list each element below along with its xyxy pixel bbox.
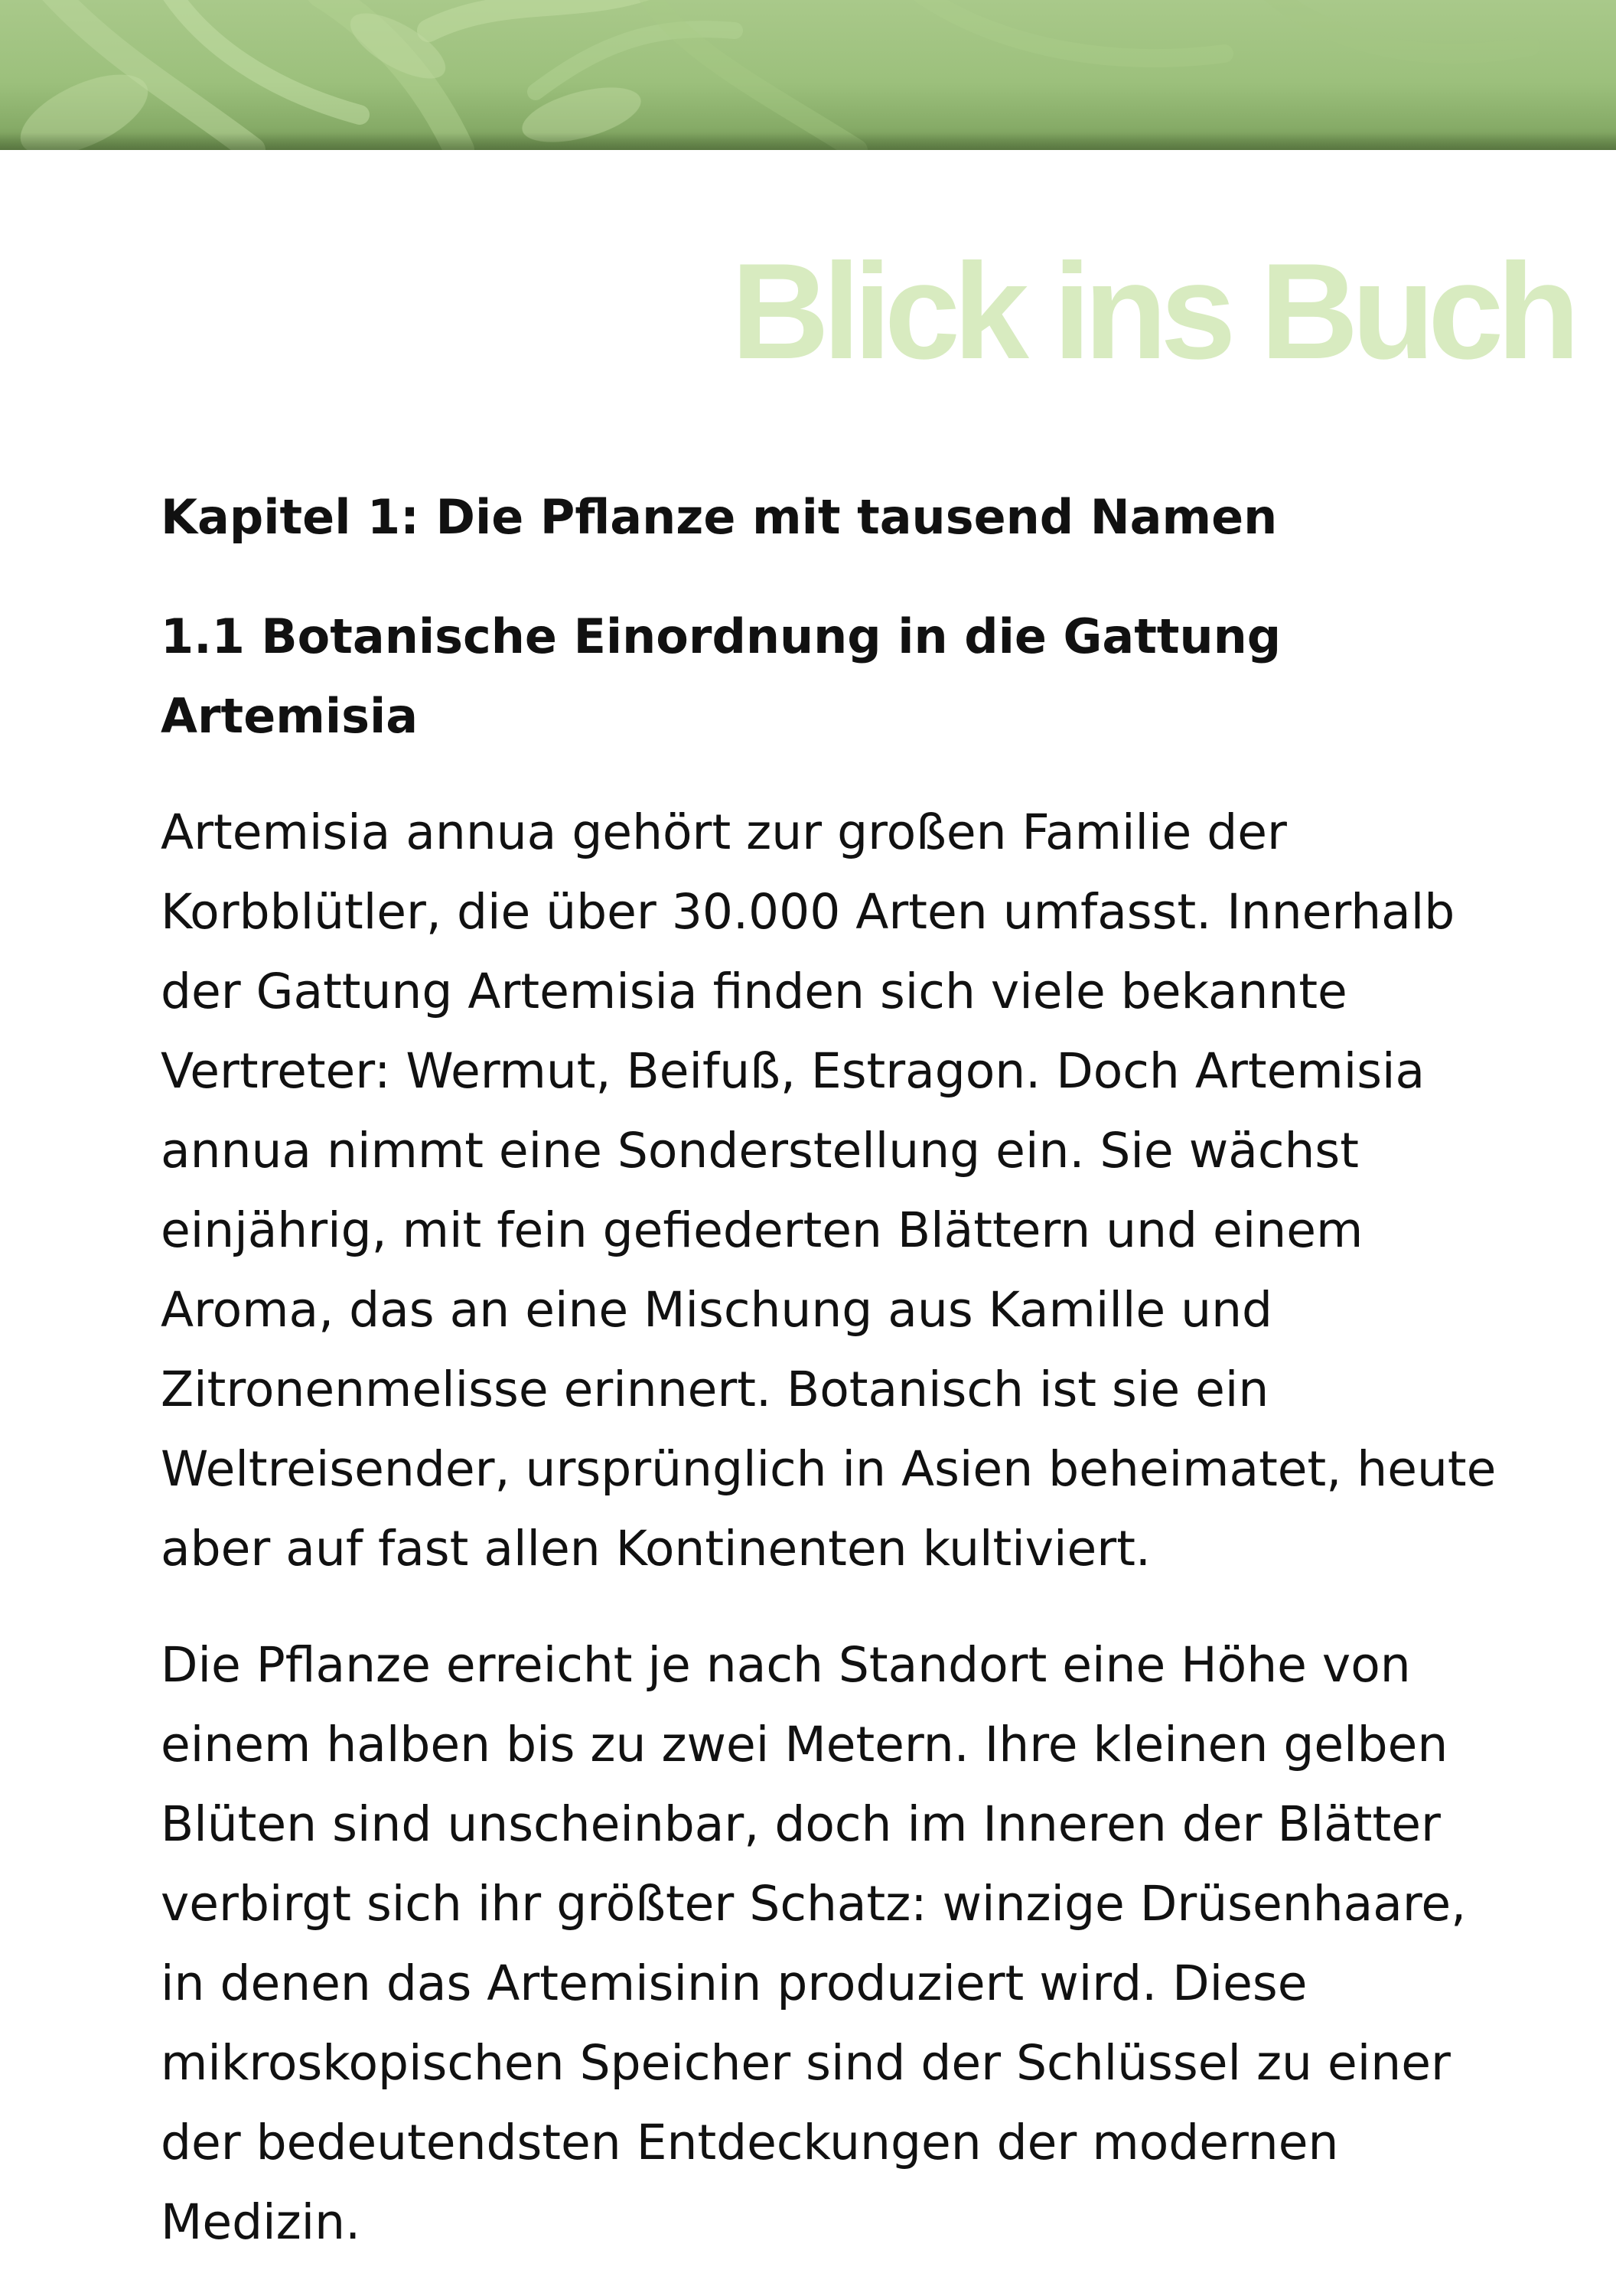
chapter-title: Kapitel 1: Die Pflanze mit tausend Namen bbox=[161, 489, 1278, 545]
header-banner bbox=[0, 0, 1616, 150]
banner-leaf-pattern bbox=[0, 0, 1616, 150]
section-title: 1.1 Botanische Einordnung in die Gattung Artemisia bbox=[161, 608, 1282, 744]
book-excerpt bbox=[161, 482, 1523, 2262]
banner-bottom-shadow bbox=[0, 133, 1616, 150]
paragraph: Artemisia annua gehört zur großen Familie der Korbblütler, die über 30.000 Arten umfasst. Innerhalb der Gattung Artemisia finden sich viele bekannte Vertreter: Wermut, Beifuß, Estragon. Doch Artemisia annua nimmt eine Sonderstellung ein. Sie wächst einjährig, mit fein gefiederten Blättern und einem Aroma, das an eine Mischung aus Kamille und Zitronenmelisse erinnert. Botanisch ist sie ein Weltreisender, ursprünglich in Asien beheimatet, heute aber auf fast allen Kontinenten kultiviert. bbox=[161, 804, 1497, 1577]
paragraph: Die Pflanze erreicht je nach Standort eine Höhe von einem halben bis zu zwei Metern. Ihre kleinen gelben Blüten sind unscheinbar, doch im Inneren der Blätter verbirgt sich ihr größter Schatz: winzige Drüsenhaare, in denen das Artemisinin produziert wird. Diese mikroskopischen Speicher sind der Schlüssel zu einer der bedeutendsten Entdeckungen der modernen Medizin. bbox=[161, 1637, 1467, 2250]
blick-ins-buch-title: Blick ins Buch bbox=[731, 235, 1573, 387]
